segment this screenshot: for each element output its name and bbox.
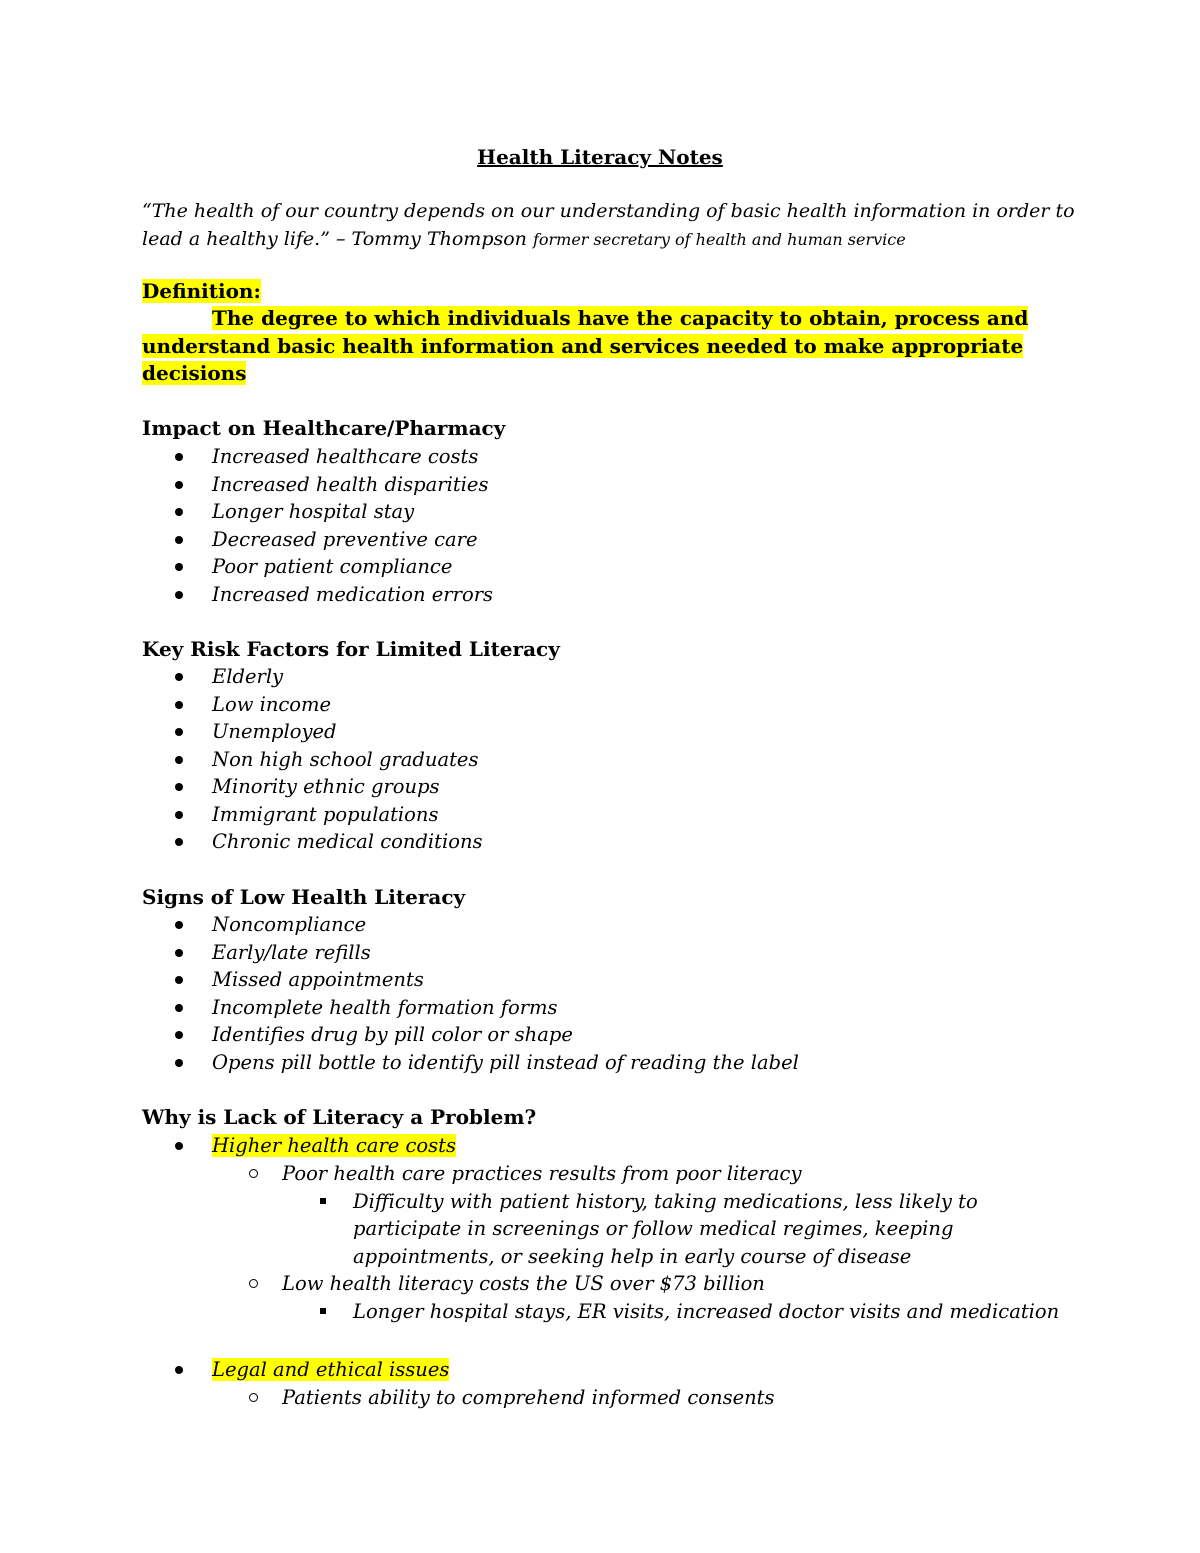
list-item: Immigrant populations: [142, 801, 1102, 829]
impact-list: [142, 443, 1102, 608]
impact-heading: Impact on Healthcare/Pharmacy: [142, 416, 506, 440]
bullet-icon: [175, 1059, 183, 1067]
list-item: Unemployed: [142, 718, 1102, 746]
list-item: Increased health disparities: [142, 471, 1102, 499]
list-item: Noncompliance: [142, 911, 1102, 939]
bullet-icon: [175, 701, 183, 709]
sub-list-item: Patients ability to comprehend informed consents: [142, 1384, 1102, 1412]
signs-list: [142, 911, 1102, 1076]
bullet-icon: [175, 756, 183, 764]
bullet-icon: [175, 1142, 183, 1150]
list-item: Elderly: [142, 663, 1102, 691]
list-item: Minority ethnic groups: [142, 773, 1102, 801]
circle-bullet-icon: [249, 1169, 258, 1178]
bullet-icon: [175, 1004, 183, 1012]
bullet-icon: [175, 453, 183, 461]
list-item: [142, 1132, 1102, 1160]
sub-sub-list-item: Difficulty with patient history, taking medications, less likely to participate in screenings or follow medical regimes, keeping appointments, or seeking help in early course of disease: [142, 1188, 993, 1271]
sub-sub-list-item: Longer hospital stays, ER visits, increased doctor visits and medication: [142, 1298, 1113, 1326]
square-bullet-icon: [320, 1308, 326, 1314]
quote-text: “The health of our country depends on our understanding of basic health information in order to lead a healthy life.” – Tommy Thompson: [142, 200, 1075, 250]
problem-sublist-2: [142, 1384, 1102, 1412]
bullet-icon: [175, 508, 183, 516]
sub-list-item: Poor health care practices results from poor literacy: [142, 1160, 1102, 1188]
list-item: Increased healthcare costs: [142, 443, 1102, 471]
bullet-icon: [175, 728, 183, 736]
bullet-icon: [175, 536, 183, 544]
problem-bullet-legal: Legal and ethical issues: [212, 1358, 450, 1381]
bullet-icon: [175, 949, 183, 957]
list-item: Identifies drug by pill color or shape: [142, 1021, 1102, 1049]
bullet-icon: [175, 1366, 183, 1374]
problem-heading: Why is Lack of Literacy a Problem?: [142, 1105, 537, 1129]
bullet-icon: [175, 563, 183, 571]
document-title: Health Literacy Notes: [477, 145, 723, 169]
sub-list-item: Low health literacy costs the US over $73 billion: [142, 1270, 1102, 1298]
bullet-icon: [175, 1031, 183, 1039]
circle-bullet-icon: [249, 1393, 258, 1402]
problem-list: [142, 1132, 1102, 1160]
problem-sublist-1: [142, 1160, 1102, 1325]
risk-heading: Key Risk Factors for Limited Literacy: [142, 637, 560, 661]
bullet-icon: [175, 976, 183, 984]
list-item: Decreased preventive care: [142, 526, 1102, 554]
list-item: Chronic medical conditions: [142, 828, 1102, 856]
quote-attribution: former secretary of health and human service: [532, 229, 906, 249]
bullet-icon: [175, 481, 183, 489]
bullet-icon: [175, 921, 183, 929]
problem-bullet-costs: Higher health care costs: [212, 1134, 457, 1157]
bullet-icon: [175, 811, 183, 819]
bullet-icon: [175, 673, 183, 681]
list-item: Low income: [142, 691, 1102, 719]
square-bullet-icon: [320, 1198, 326, 1204]
opening-quote: [142, 198, 1082, 253]
definition-body: The degree to which individuals have the capacity to obtain, process and understand basic health information and services needed to make appropriate decisions: [142, 306, 1029, 385]
bullet-icon: [175, 591, 183, 599]
list-item: [142, 1356, 1102, 1384]
list-item: Missed appointments: [142, 966, 1102, 994]
list-item: Poor patient compliance: [142, 553, 1102, 581]
risk-list: [142, 663, 1102, 856]
circle-bullet-icon: [249, 1279, 258, 1288]
bullet-icon: [175, 783, 183, 791]
list-item: Increased medication errors: [142, 581, 1102, 609]
bullet-icon: [175, 838, 183, 846]
list-item: Non high school graduates: [142, 746, 1102, 774]
list-item: Longer hospital stay: [142, 498, 1102, 526]
list-item: Early/late refills: [142, 939, 1102, 967]
list-item: Opens pill bottle to identify pill instead of reading the label: [142, 1049, 1102, 1077]
definition-text: [142, 305, 1042, 388]
problem-list-2: [142, 1356, 1102, 1384]
definition-label: [142, 278, 261, 306]
list-item: Incomplete health formation forms: [142, 994, 1102, 1022]
signs-heading: Signs of Low Health Literacy: [142, 885, 466, 909]
definition-label-text: Definition:: [142, 279, 261, 303]
